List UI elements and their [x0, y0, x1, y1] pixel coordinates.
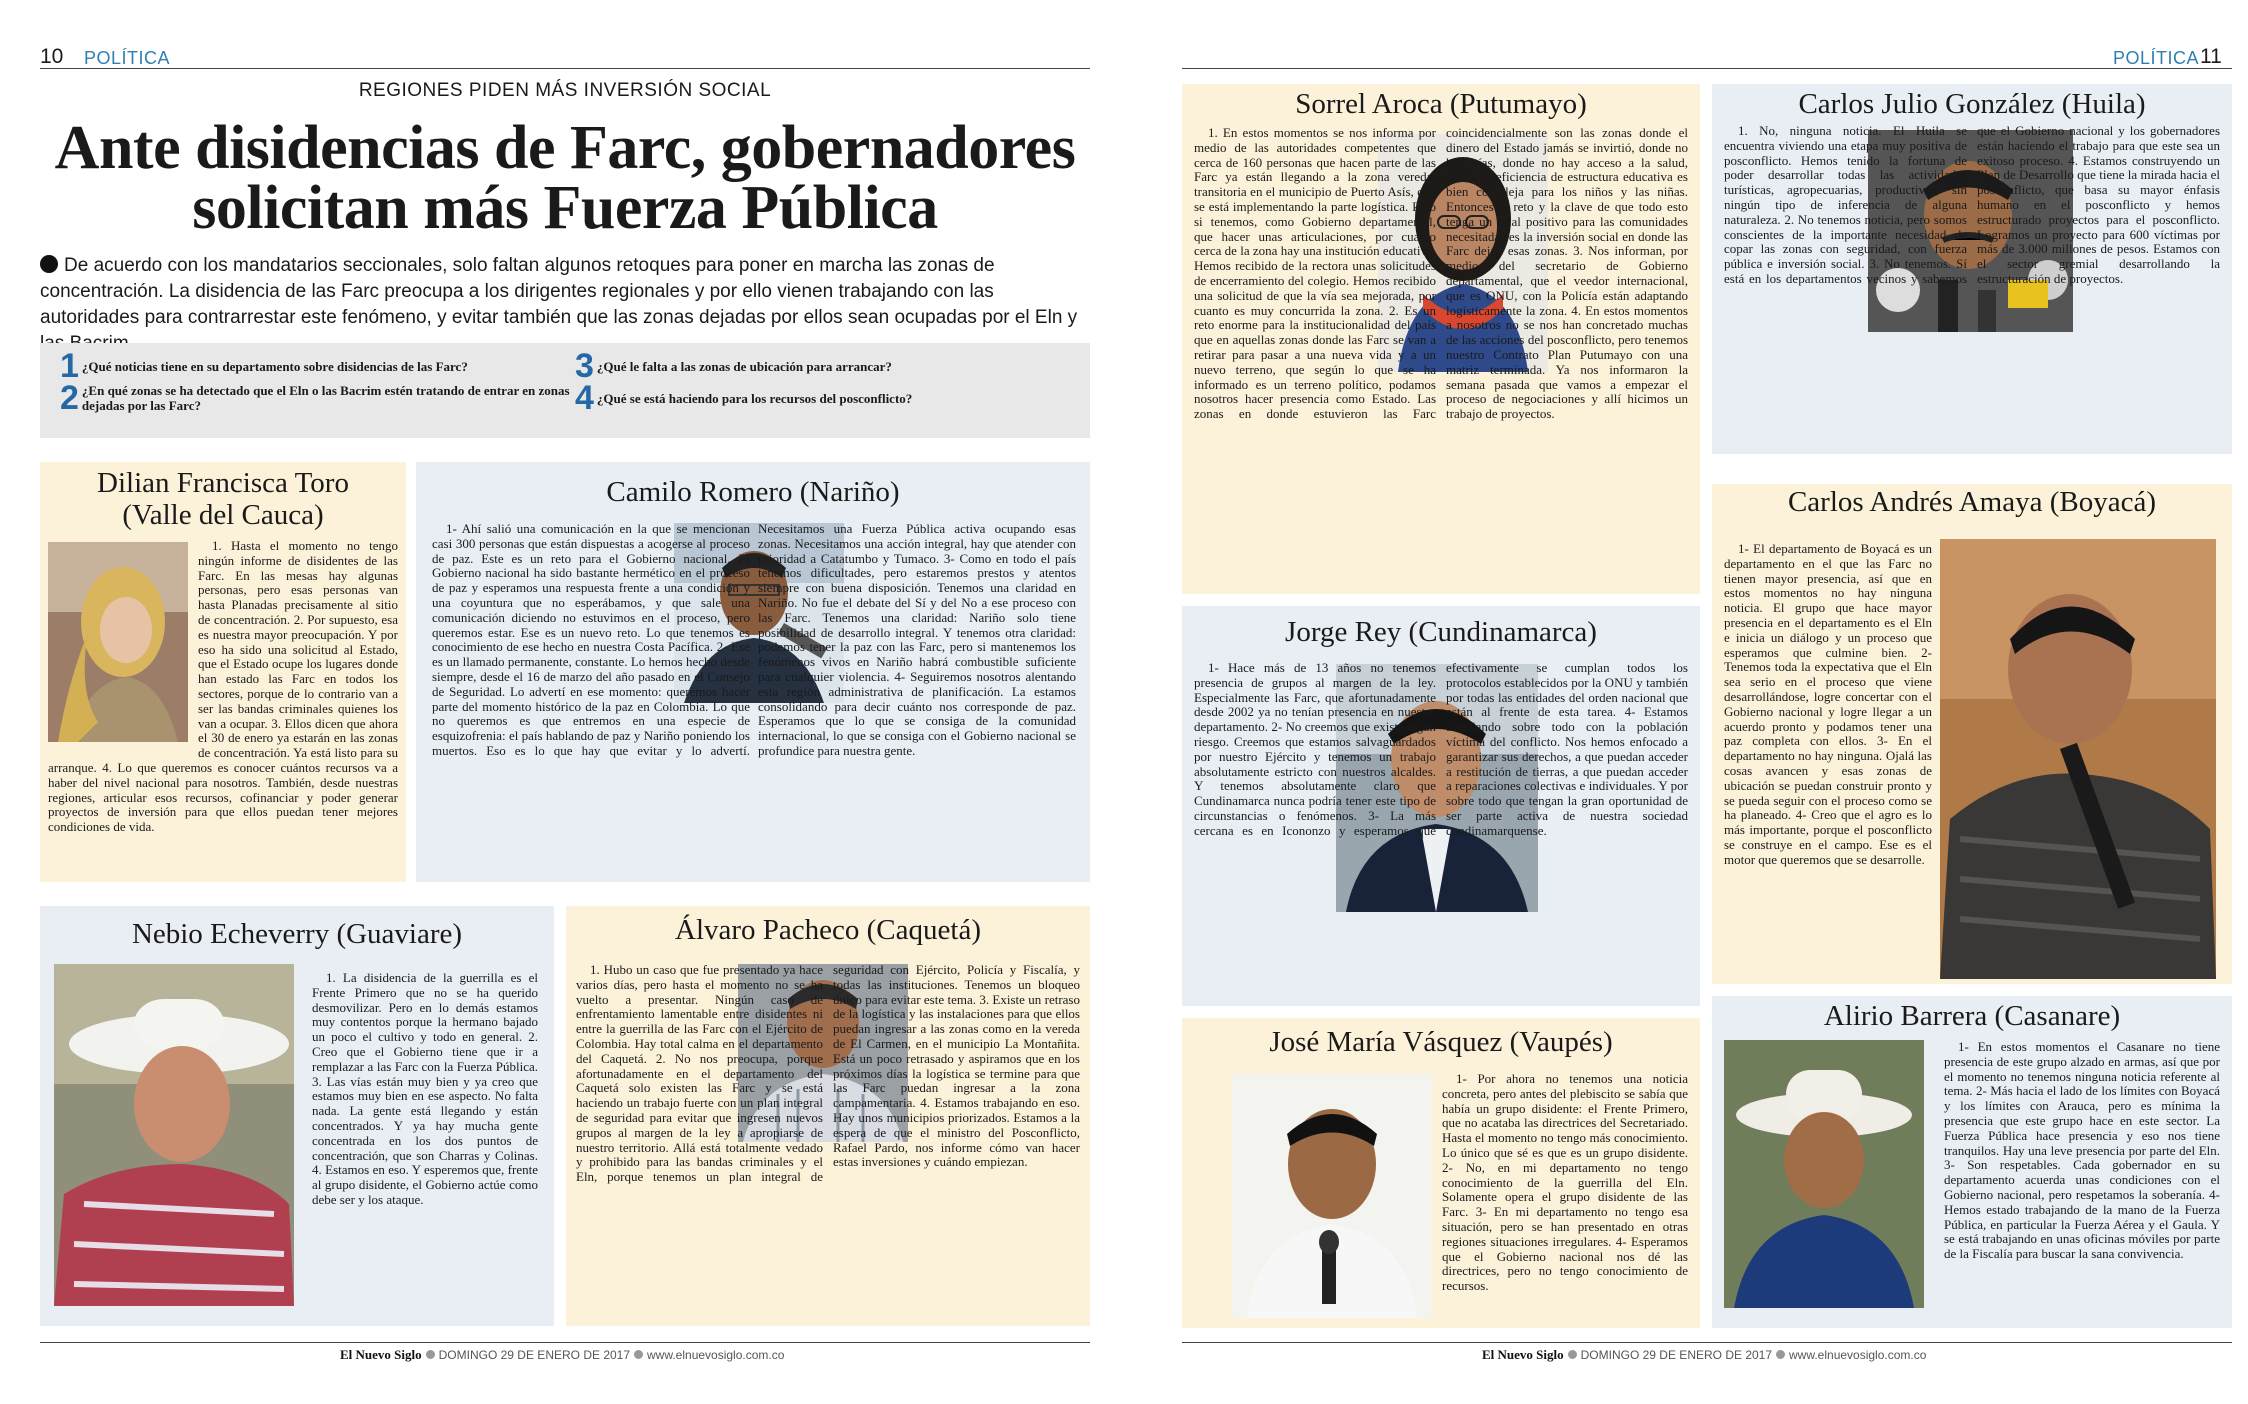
footer-dot-icon — [1568, 1350, 1577, 1359]
governor-name: Sorrel Aroca (Putumayo) — [1295, 88, 1587, 120]
footer-rule-right — [1182, 1342, 2232, 1343]
body-text-barrera: 1- En estos momentos el Casanare no tiene presencia de este grupo alzado en armas, así que por el momento no tenemos ninguna noticia referente al tema. 2- Más hacia el lado de los límites con Boyacá y los límites con Arauca, pero es mínima la presencia que este grupo hace en este sector. La Fuerza Pública hace presencia y eso nos tiene tranquilos. Hay una leve presencia por parte del Eln. 3- Son respetables. Cada gobernador en su departamento acuerda unas condiciones con el Gobierno nacional, pero respetamos la soberanía. 4- Hemos estado trabajando de la mano de la Fuerza Pública, en particular la Fuerza Aérea y el Gaula. Y se está trabajando en unas oficinas móviles por parte de la Fiscalía para buscar la sana convivencia. — [1944, 1040, 2220, 1262]
governor-name: Carlos Andrés Amaya (Boyacá) — [1787, 486, 2157, 518]
question-text: ¿Qué se está haciendo para los recursos del posconflicto? — [596, 390, 913, 406]
questions-box — [40, 343, 1090, 438]
photo-echeverry — [54, 964, 294, 1306]
kicker: REGIONES PIDEN MÁS INVERSIÓN SOCIAL — [358, 80, 772, 101]
body-text-gonzalez: 1. No, ninguna noticia. El Huila se encuentra viviendo una etapa muy positiva de posconflicto. Hemos tenido la fortuna de poder desarrollar todas las actividades turísticas, agropecuarias, productivas, sin ningún tipo de inferencia de alguna naturaleza. 2. No tenemos noticia, pero somos conscientes de la importante necesidad de copar las zonas con seguridad, con fuerza pública e inversión social. 3. No tenemos. Sí está en los departamentos vecinos y sabemos que el Gobierno nacional y los gobernadores están haciendo el trabajo para que este sea un exitoso proceso. 4. Estamos construyendo un Plan de Desarrollo que tiene la mirada hacia el posconflicto, que basa su mayor énfasis humano en el posconflicto y hemos estructurado proyectos para el posconflicto. Logramos un proyecto para 600 víctimas por más de 3.000 millones de pesos. Estamos con el sector gremial desarrollando la estructuración de proyectos. — [1724, 124, 2220, 286]
body-text-aroca: 1. En estos momentos se nos informa por medio de las autoridades competentes que cerca de 160 personas que hacen parte de las Farc ya están llegando a la zona veredal transitoria en el municipio de Puerto Asís, que se está implementando la parte logística. Pero si tenemos, como Gobierno departamental, que hacer unas articulaciones, por cuanto cerca de la zona hay una institución educativa. Hemos recibido de la rectora unas solicitudes de encerramiento del colegio. Hemos recibido una solicitud de que la vía sea mejorada, por cuanto es muy concurrida la zona. 2. Es un reto enorme para la institucionalidad del país que en aquellas zonas donde las Farc se van a retirar para pasar a una nueva vida y a un nuevo terreno, que según lo que se ha informado es un terreno político, podamos nosotros hacer presencia como Estado. Las zonas en donde estuvieron las Farc coincidencialmente son las zonas donde el dinero del Estado jamás se invirtió, donde no hay vías, donde no hay acceso a la salud, donde la eficiencia de estructura educativa es bien compleja para los niños y las niñas. Entonces el reto y la clave de que todo esto tenga un final positivo para las comunidades necesitadas es la inversión social en donde las Farc dejan esas zonas. 3. Nos informan, por medio del secretario de Gobierno departamental, que el veedor internacional, que es ONU, con la Policía están adaptando logísticamente la zona. 4. En estos momentos a nosotros no se nos han concretado muchas de las acciones del posconflicto, pero tenemos nuestro Contrato Plan Putumayo con una matriz terminada. Ya nos informaron la semana pasada que vamos a empezar el proceso de negociaciones y allí hicimos un trabajo de proyectos. — [1194, 126, 1688, 422]
question-text: ¿Qué noticias tiene en su departamento sobre disidencias de las Farc? — [81, 358, 468, 374]
question-1 — [60, 347, 580, 385]
footer-rule-left — [40, 1342, 1090, 1343]
bullet-dot-icon — [40, 255, 58, 273]
body-text-rey: 1- Hace más de 13 años no tenemos presencia de grupos al margen de la ley. Especialmente las Farc, que afortunadamente desde 2002 ya no tenían presencia en nuestro departamento. 2- No creemos que exista algún riesgo. Creemos que estamos salvaguardados por nuestro Ejército y tenemos un trabajo absolutamente estricto con nuestros alcaldes. Y tenemos absolutamente claro que Cundinamarca nunca podría tener este tipo de circunstancias o fenómenos. 3- La más cercana es en Icononzo y esperamos que efectivamente se cumplan todos los protocolos establecidos por la ONU y también por todas las entidades del orden nacional que están al frente de esta tarea. 4- Estamos trabajando sobre todo con la población víctima del conflicto. Nos hemos enfocado a garantizar sus derechos, a que puedan acceder a restitución de tierras, a que puedan acceder a reparaciones colectivas e individuales. Y por sobre todo que tengan la gran oportunidad de ser parte activa de nuestra sociedad cundinamarquense. — [1194, 661, 1688, 838]
section-label-left: POLÍTICA — [84, 48, 171, 68]
body-text-toro: 1. Hasta el momento no tengo ningún informe de disidentes de las Farc. En las mesas hay algunas personas, pero esas personas van hasta Planadas precisamente al sitio de concentración. 2. Por supuesto, esa es nuestra mayor preocupación. Y por eso ha sido una solicitud al Estado, que el Estado ocupe los lugares donde han estado las Farc en todos los sectores, porque de lo contrario van a ser las bandas criminales quienes los van a ocupar. 3. Ellos dicen que ahora el 30 de enero ya estarán en las zonas de concentración. Ya está listo para su arranque. 4. Lo que queremos es conocer cuántos recursos va a haber del nivel nacional para nosotros. También, desde nuestras regiones, articular esos recursos, cofinanciar y poder generar proyectos de inversión para que ellos puedan tener mejores condiciones de vida. — [48, 539, 398, 835]
body-text-echeverry: 1. La disidencia de la guerrilla es el Frente Primero que no se ha querido desmovilizar. Pero en lo demás estamos muy contentos porque la hermano bajado un poco el cultivo y todo en general. 2. Creo que el Gobierno tiene que ir a remplazar a las Farc con la Fuerza Pública. 3. Las vías están muy bien y ya creo que estamos muy bien en ese aspecto. No falta nada. La gente está llegando y están concentrados. Y ya hay mucha gente concentrada en los dos puntos de concentración, que son Charras y Colinas. 4. Estamos en eso. Y esperemos que, frente al grupo disidente, el Gobierno actúe como debe ser y los ataque. — [312, 971, 538, 1207]
body-text-pacheco: 1. Hubo un caso que fue presentado ya hace varios días, pero hasta el momento no se ha vuelto a presentar. Ningún caso de enfrentamiento lamentable entre disidentes ni entre la guerrilla de las Farc con el Ejército de Colombia. Hay total calma en el departamento del Caquetá. 2. No nos preocupa, porque afortunadamente en el departamento del Caquetá solo existen las Farc y se está haciendo un trabajo fuerte con un plan integral de seguridad para evitar que ingresen nuevos grupos al margen de la ley a apropiarse de nuestro territorio. Allá está totalmente vedado y prohibido para las bandas criminales y el Eln, porque tenemos un plan integral de seguridad con Ejército, Policía y Fiscalía, y todas las instituciones. Tenemos un bloqueo único para evitar este tema. 3. Existe un retraso de la logística y las instalaciones para que ellos puedan ingresar a las zonas como en la vereda de El Carmen, en el municipio La Montañita. Está un poco retrasado y aspiramos que en los próximos días la logística se termine para que las Farc puedan ingresar a la zona campamentaria. 4. Estamos trabajando en eso. Hay unos municipios priorizados. Estamos a la espera de que el ministro del Posconflicto, Rafael Pardo, nos informe cómo van hacer estas inversiones y cuándo empiezan. — [576, 963, 1080, 1185]
question-number: 3 — [575, 347, 594, 385]
box-romero — [416, 462, 1090, 882]
footer-paper-name: El Nuevo Siglo — [340, 1347, 422, 1362]
photo-vasquez — [1232, 1074, 1432, 1318]
governor-name: Dilian Francisca Toro (Valle del Cauca) — [97, 467, 349, 531]
question-text: ¿En qué zonas se ha detectado que el Eln o las Bacrim estén tratando de entrar en zonas dejadas por las Farc? — [81, 383, 570, 413]
footer-url[interactable]: www.elnuevosiglo.com.co — [647, 1348, 785, 1362]
lead-paragraph — [40, 253, 1080, 357]
photo-barrera — [1724, 1040, 1924, 1308]
governor-name: Álvaro Pacheco (Caquetá) — [675, 914, 981, 946]
headline-line-2: solicitan más Fuerza Pública — [192, 174, 938, 242]
question-2 — [60, 379, 580, 417]
box-barrera — [1712, 996, 2232, 1328]
question-number: 2 — [60, 379, 79, 417]
footer-left — [340, 1347, 784, 1363]
question-text: ¿Qué le falta a las zonas de ubicación para arrancar? — [596, 358, 892, 374]
box-rey — [1182, 606, 1700, 1006]
box-amaya — [1712, 484, 2232, 984]
question-4 — [575, 379, 1075, 417]
box-toro — [40, 462, 406, 882]
headline — [20, 114, 1110, 242]
question-3 — [575, 347, 1075, 385]
page-number-right: 11 — [2200, 45, 2222, 68]
body-text-amaya: 1- El departamento de Boyacá es un departamento en el que las Farc no tienen mayor presencia, así que en estos momentos no hay ninguna noticia. El grupo que hace mayor presencia en el departamento es el Eln e inicia un diálogo y un proceso que esperamos que culmine bien. 2- Tenemos toda la expectativa que el Eln sea serio en el proceso que viene desarrollándose, logre concertar con el Gobierno nacional y logre llegar a un acuerdo pronto y podamos tener una paz completa con ellos. 3- En el departamento no hay ninguna. Ojalá las cosas avancen y esas zonas de ubicación se puedan construir pronto y se pueda seguir con el proceso como se ha planeado. 4- Creo que el agro es lo más importante, porque el posconflicto se construye en el campo. Ese es el motor que queremos que se desarrolle. — [1724, 542, 1932, 867]
headline-line-1: Ante disidencias de Farc, gobernadores — [54, 114, 1076, 182]
box-gonzalez — [1712, 84, 2232, 454]
body-text-vasquez: 1- Por ahora no tenemos una noticia concreta, pero antes del plebiscito se sabía que había un grupo disidente: el Frente Primero, que no acataba las directrices del Secretariado. Hasta el momento no tengo más conocimiento. Lo único que sé es que es un grupo disidente. 2- No, en mi departamento no tengo conocimiento de la guerrilla del Eln. Solamente opera el grupo disidente de las Farc. 3- En mi departamento no tengo esa situación, pero se han presentado en otras regiones situaciones irregulares. 4- Esperamos que el Gobierno nacional nos dé las directrices, pero no tengo conocimiento de recursos. — [1442, 1072, 1688, 1294]
footer-dot-icon — [426, 1350, 435, 1359]
box-vasquez — [1182, 1018, 1700, 1328]
header-rule-right — [1182, 68, 2232, 69]
footer-url[interactable]: www.elnuevosiglo.com.co — [1789, 1348, 1927, 1362]
footer-dot-icon — [1776, 1350, 1785, 1359]
governor-name: José María Vásquez (Vaupés) — [1269, 1026, 1613, 1058]
section-label-right: POLÍTICA — [2113, 48, 2200, 68]
question-number: 4 — [575, 379, 594, 417]
box-echeverry — [40, 906, 554, 1326]
footer-right — [1482, 1347, 1926, 1363]
box-pacheco — [566, 906, 1090, 1326]
page-number-left: 10 — [40, 45, 64, 68]
governor-name: Camilo Romero (Nariño) — [606, 476, 900, 508]
body-text-romero: 1- Ahí salió una comunicación en la que se mencionan casi 300 personas que están dispuestas a acogerse al proceso de paz. Este es un reto para el Gobierno nacional. El Gobierno nacional ha sido bastante hermético en el proceso de paz y esperamos una respuesta frente a una condición y una coyuntura que no esperábamos, y que sale una comunicación diciendo no estuvimos en el proceso, pero queremos estar. Ese es un nuevo reto. Lo que tenemos es conocimiento de ese hecho en nuestra Costa Pacífica. 2- Ese es un llamado permanente, constante. Lo hemos hecho desde siempre, desde el 16 de marzo del año pasado en el Consejo de Seguridad. Lo advertí en ese momento: queremos hacer parte del momento histórico de la paz en Colombia. Lo que no queremos es que entremos en una especie de esquizofrenia: el país hablando de paz y Nariño poniendo los muertos. Eso es lo que hay que evitar y lo advertí. Necesitamos una Fuerza Pública activa ocupando esas zonas. Necesitamos una acción integral, hay que atender con prioridad a Catatumbo y Tumaco. 3- Como en todo el país tenemos dificultades, pero estaremos prestos y atentos siempre con buena disposición. Tenemos una claridad en Nariño. No fue el debate del Sí y del No a ese proceso con las Farc. Tenemos una claridad: Nariño solo tiene posibilidad de desarrollo integral. Y tenemos otra claridad: podemos tener la paz con las Farc, pero si mantenemos los fenómenos vivos en Nariño habrá combustible suficiente para cualquier violencia. 4- Seguiremos nosotros alentando esta región administrativa de planificación. La estamos consolidando para decir cuánto nos corresponde de paz. Esperamos que lo que se consiga de la comunidad internacional, lo que se consiga con el Gobierno nacional se profundice para nuestra gente. — [432, 522, 1076, 758]
governor-name: Nebio Echeverry (Guaviare) — [131, 918, 463, 950]
footer-dot-icon — [634, 1350, 643, 1359]
footer-paper-name: El Nuevo Siglo — [1482, 1347, 1564, 1362]
box-aroca — [1182, 84, 1700, 594]
header-rule-left — [40, 68, 1090, 69]
lead-text: De acuerdo con los mandatarios seccionales, solo faltan algunos retoques para poner en marcha las zonas de concentración. La disidencia de las Farc preocupa a los dirigentes regionales y por ello vienen trabajando con las autoridades para contrarrestar este fenómeno, y evitar también que las zonas dejadas por ellos sean ocupadas por el Eln y — [40, 255, 1078, 328]
photo-amaya — [1940, 539, 2216, 979]
governor-name: Carlos Julio González (Huila) — [1798, 88, 2146, 120]
governor-name: Alirio Barrera (Casanare) — [1823, 1000, 2121, 1032]
question-number: 1 — [60, 347, 79, 385]
footer-date: DOMINGO 29 DE ENERO DE 2017 — [1580, 1348, 1773, 1362]
footer-date: DOMINGO 29 DE ENERO DE 2017 — [438, 1348, 631, 1362]
governor-name: Jorge Rey (Cundinamarca) — [1285, 616, 1597, 648]
